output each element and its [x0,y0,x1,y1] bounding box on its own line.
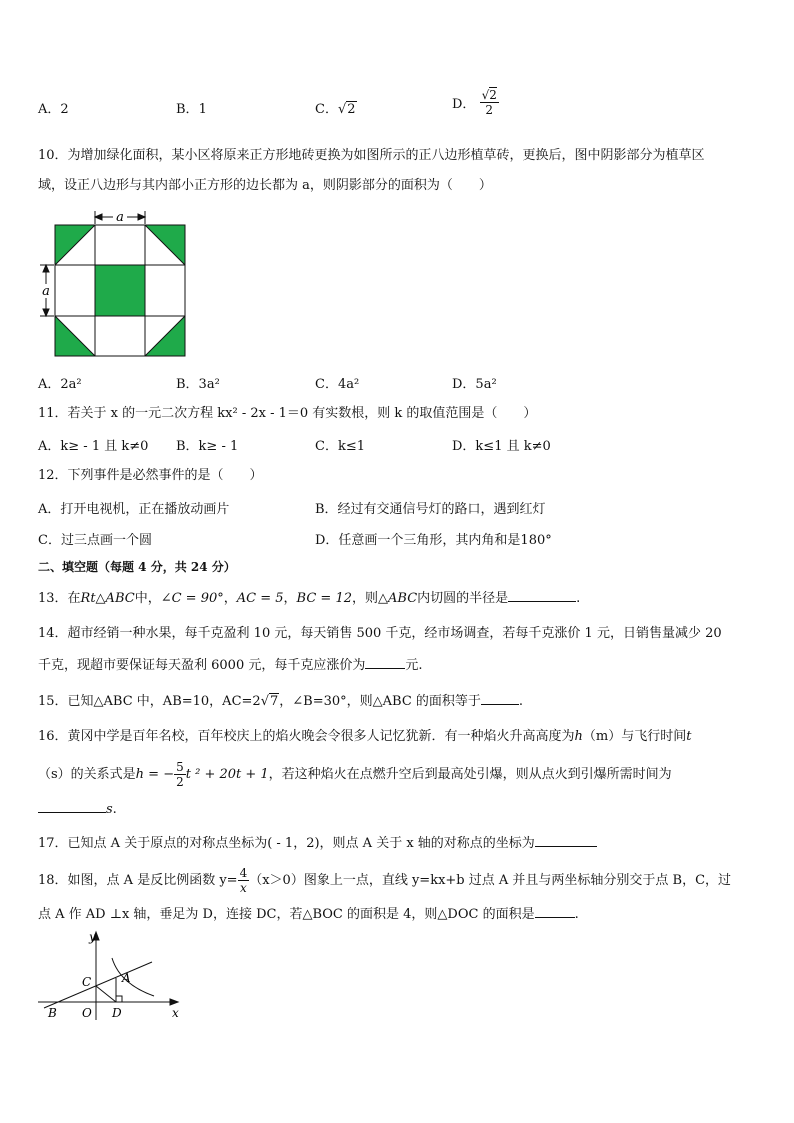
q9-option-c: C．√2 [315,102,356,117]
x-axis-arrow [170,999,178,1005]
q14-line1: 14．超市经销一种水果，每千克盈利 10 元，每天销售 500 千克，经市场调查，若每千克涨价 1 元，日销售量减少 20 [38,626,722,641]
q11-option-a: A．k≥ - 1 且 k≠0 [38,439,149,454]
label-d: D [112,1006,122,1020]
segment-dc [96,986,116,1002]
label-a: A [122,971,131,985]
q12-option-b: B．经过有交通信号灯的路口，遇到红灯 [315,502,546,517]
q15-stem: 15．已知△ABC 中，AB=10，AC=2√7，∠B=30°，则△ABC 的面积等于 . [38,690,523,712]
q18-line1: 18．如图，点 A 是反比例函数 y= $\frac{4}{x}$ （x＞0）图象上一点，直线 y=kx+b 过点 A 并且与两坐标轴分别交于点 B，C，过 [38,866,732,895]
q10-option-d: D．5a² [452,377,497,392]
answer-blank[interactable] [481,690,519,705]
q11-stem: 11．若关于 x 的一元二次方程 kx² - 2x - 1＝0 有实数根，则 k 的取值范围是（ ） [38,406,537,421]
q13-stem: 13．在Rt△ABC中，∠C = 90°，AC = 5，BC = 12，则△ABC内切圆的半径是 . [38,587,580,609]
q12-option-d: D．任意画一个三角形，其内角和是180° [315,533,552,548]
q17-stem: 17．已知点 A 关于原点的对称点坐标为( - 1，2)，则点 A 关于 x 轴的对称点的坐标为 [38,832,597,854]
q12-stem: 12．下列事件是必然事件的是（ ） [38,468,263,483]
label-o: O [82,1006,92,1020]
q10-stem-line1: 10．为增加绿化面积，某小区将原来正方形地砖更换为如图所示的正八边形植草砖，更换后，图中阴影部分为植草区 [38,148,705,163]
q11-option-d: D．k≤1 且 k≠0 [452,439,551,454]
right-angle-mark [116,996,122,1002]
label-c: C [82,975,92,989]
q11-option-b: B．k≥ - 1 [176,439,239,454]
q18-line2: 点 A 作 AD ⊥x 轴，垂足为 D，连接 DC，若△BOC 的面积是 4，则△DOC 的面积是 . [38,903,579,925]
label-y: y [89,930,96,944]
line-kx-b [44,962,152,1008]
q10-stem-line2: 域，设正八边形与其内部小正方形的边长都为 a，则阴影部分的面积为（ ） [38,178,492,193]
coordinate-figure [34,928,184,1023]
shaded-center-square [95,265,145,316]
q12-option-c: C．过三点画一个圆 [38,533,152,548]
q16-line3: s. [38,798,117,820]
q16-line1: 16．黄冈中学是百年名校，百年校庆上的焰火晚会令很多人记忆犹新．有一种焰火升高高度为h（m）与飞行时间t [38,729,692,744]
q10-option-a: A．2a² [38,377,82,392]
label-x: x [172,1006,179,1020]
q12-option-a: A．打开电视机，正在播放动画片 [38,502,230,517]
q10-option-b: B．3a² [176,377,220,392]
answer-blank[interactable] [535,903,575,918]
answer-blank[interactable] [508,587,576,602]
answer-blank[interactable] [365,654,405,669]
section-heading: 二、填空题（每题 4 分，共 24 分） [38,560,236,574]
fraction: $\frac{4}{x}$ [239,866,248,895]
q9-option-a: A．2 [38,102,69,117]
q14-line2: 千克，现超市要保证每天盈利 6000 元，每千克应涨价为 元. [38,654,423,676]
q11-option-c: C．k≤1 [315,439,365,454]
q9-option-d: D． $\frac{√2}{2}$ [452,88,497,117]
q16-line2: （s）的关系式是h = − $\frac{5}{2}$ t ² + 20t + 1，若这种焰火在点燃升空后到最高处引爆，则从点火到引爆所需时间为 [38,760,672,789]
q10-option-c: C．4a² [315,377,360,392]
dim-label-left: a [42,284,50,299]
answer-blank[interactable] [535,832,597,847]
sqrt-expression: √7 [260,694,279,709]
label-b: B [48,1006,57,1020]
fraction: $\frac{√2}{2}$ [481,88,497,117]
sqrt-expression: √2 [337,102,356,117]
octagon-tile-figure [36,208,196,360]
dim-label-top: a [116,210,124,225]
answer-blank[interactable] [38,798,106,813]
q9-option-b: B．1 [176,102,207,117]
fraction: $\frac{5}{2}$ [176,760,184,789]
